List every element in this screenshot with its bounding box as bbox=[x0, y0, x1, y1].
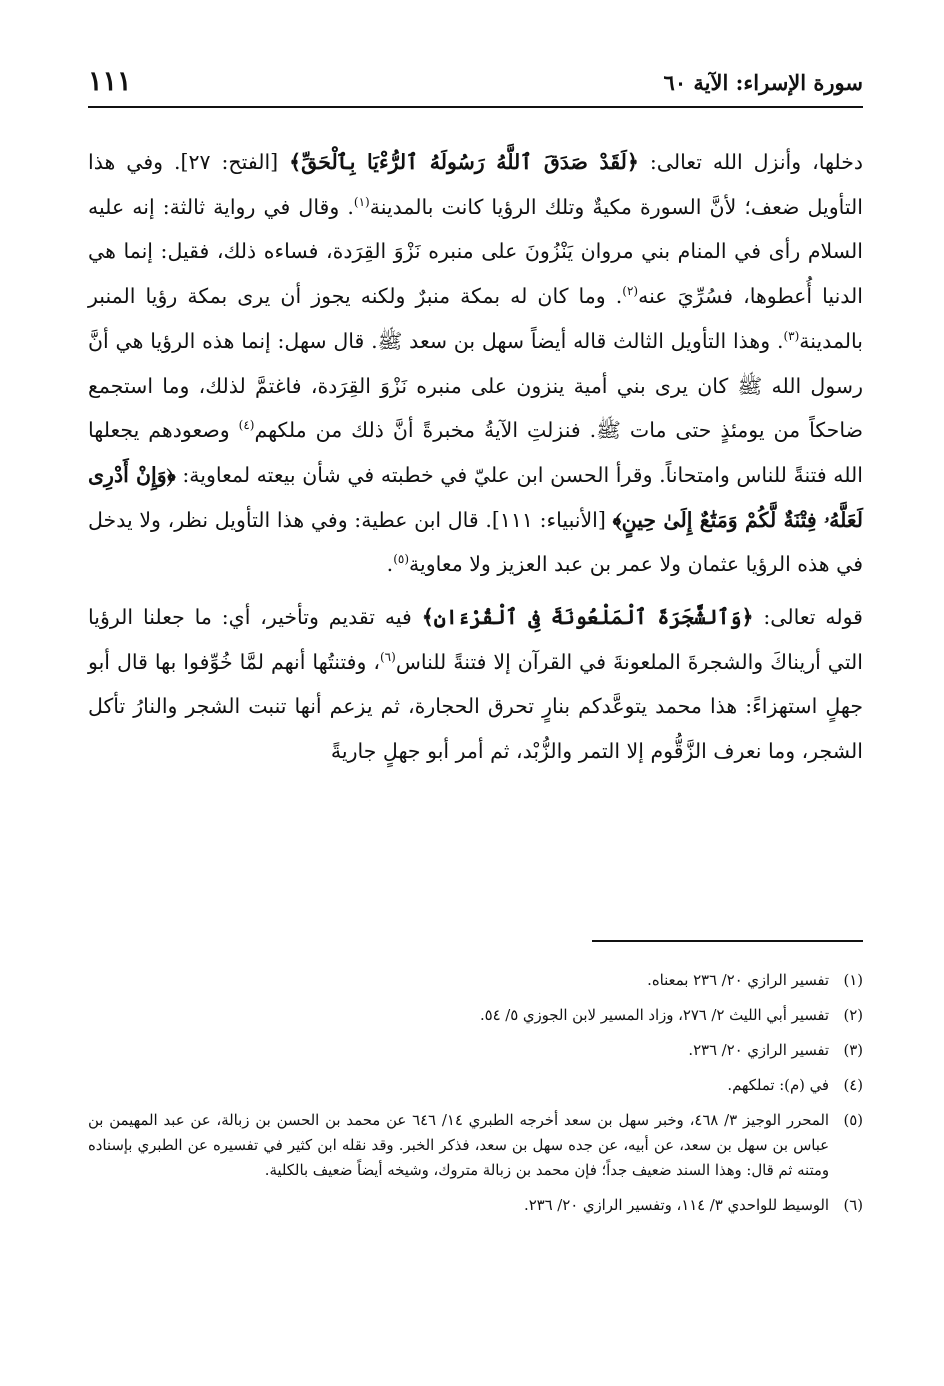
footnote bbox=[88, 1038, 863, 1063]
footnote-text: المحرر الوجيز ٣/ ٤٦٨، وخبر سهل بن سعد أخرجه الطبري ١٤/ ٦٤٦ عن محمد بن الحسن بن زبالة، عن عبد المهيمن بن عباس بن سهل بن سعد، عن أبيه، عن جده سهل بن سعد، فذكر الخبر. وقد نقله ابن كثير في تفسيره عن الطبري بإسناده ومتنه ثم قال: وهذا السند ضعيف جداً؛ فإن محمد بن زبالة متروك، وشيخه أيضاً ضعيف بالكلية. bbox=[88, 1112, 829, 1179]
footnote bbox=[88, 968, 863, 993]
running-title: سورة الإسراء: الآية ٦٠ bbox=[663, 70, 863, 95]
text-run: دخلها، وأنزل الله تعالى: bbox=[638, 150, 863, 174]
footnote-ref: (٢) bbox=[622, 284, 639, 299]
paragraph bbox=[88, 140, 863, 587]
footnote-text: تفسير الرازي ٢٠/ ٢٣٦ بمعناه. bbox=[647, 972, 829, 989]
footnote-ref: (١) bbox=[353, 194, 370, 209]
paragraph bbox=[88, 595, 863, 774]
page-number: ١١١ bbox=[88, 66, 132, 97]
footnote-ref: (٥) bbox=[393, 552, 410, 567]
footnote-ref: (٣) bbox=[783, 328, 800, 343]
footnote-ref: (٦) bbox=[379, 649, 396, 664]
footnote-text: تفسير الرازي ٢٠/ ٢٣٦. bbox=[688, 1042, 829, 1059]
footnote-number: (٤) bbox=[843, 1077, 863, 1094]
footnote-ref: (٤) bbox=[238, 418, 255, 433]
text-run: . وقال في رواية ثالثة: إنه عليه السلام رأى في المنام بني مروان يَنْزُونَ على منبره نَزْوَ القِرَدة، فساءه ذلك، فقيل: إنما هي الدنيا أُعطوها، فسُرِّيَ عنه bbox=[88, 194, 863, 309]
footnote-number: (٦) bbox=[843, 1197, 863, 1214]
text-run: فيه تقديم وتأخير، أي: ما جعلنا الرؤيا التي أريناكَ والشجرةَ الملعونةَ في القرآن إلا فتنةً للناس bbox=[88, 605, 863, 674]
footnote bbox=[88, 1108, 863, 1183]
footnotes bbox=[88, 968, 863, 1228]
footnote-number: (٢) bbox=[843, 1007, 863, 1024]
text-run: قوله تعالى: bbox=[753, 605, 863, 630]
footnote-number: (٣) bbox=[843, 1042, 863, 1059]
text-run: . وهذا التأويل الثالث قاله أيضاً سهل بن سعد ﷺ. قال سهل: إنما هذه الرؤيا هي أنَّ رسول الله ﷺ كان يرى بني أمية ينزون على منبره نَزْوَ القِرَدة، فاغتمَّ لذلك، وما استجمع ضاحكاً من يومئذٍ حتى مات ﷺ. فنزلتِ الآيةُ مخبرةً أنَّ ذلك من ملكهم bbox=[88, 328, 863, 443]
footnote-number: (٥) bbox=[843, 1112, 863, 1129]
text-run: [الفتح: ٢٧]. وفي هذا التأويل ضعف؛ لأنَّ السورة مكيةٌ وتلك الرؤيا كانت بالمدينة bbox=[88, 150, 863, 219]
text-run: . وما كان له بمكة منبرٌ ولكنه يجوز أن يرى بمكة رؤيا المنبر بالمدينة bbox=[88, 284, 863, 353]
quran-verse: ﴿وَإِنْ أَدْرِى لَعَلَّهُۥ فِتْنَةٌ لَّكُمْ وَمَتَٰعٌ إِلَىٰ حِينٍ﴾ bbox=[88, 462, 863, 532]
footnote-number: (١) bbox=[843, 972, 863, 989]
page-header bbox=[88, 66, 863, 104]
footnote-text: في (م): تملكهم. bbox=[727, 1077, 829, 1094]
text-run: وصعودهم يجعلها الله فتنةً للناس وامتحاناً. وقرأ الحسن ابن عليّ في خطبته في شأن بيعته لمعاوية: bbox=[88, 418, 863, 487]
text-run: ، وفتنتُها أنهم لمَّا خُوِّفوا بها قال أبو جهلٍ استهزاءً: هذا محمد يتوعَّدكم بنارٍ تحرق الحجارة، ثم يزعم أنها تنبت الشجر والنارُ تأكل الشجر، وما نعرف الزَّقُّوم إلا التمر والزُّبْد، ثم أمر أبو جهلٍ جاريةً bbox=[88, 649, 863, 764]
text-run: . bbox=[386, 552, 394, 577]
footnote-text: تفسير أبي الليث ٢/ ٢٧٦، وزاد المسير لابن الجوزي ٥/ ٥٤. bbox=[479, 1007, 829, 1024]
header-rule bbox=[88, 106, 863, 108]
text-run: [الأنبياء: ١١١]. قال ابن عطية: وفي هذا التأويل نظر، ولا يدخل في هذه الرؤيا عثمان ولا عمر بن عبد العزيز ولا معاوية bbox=[88, 507, 863, 577]
footnote bbox=[88, 1003, 863, 1028]
quran-verse: ﴿وَٱلشَّجَرَةَ ٱلْمَلْعُونَةَ فِى ٱلْقُرْءَانِ﴾ bbox=[421, 605, 754, 630]
footnote-separator bbox=[592, 940, 863, 942]
footnote bbox=[88, 1073, 863, 1098]
quran-verse: ﴿لَقَدْ صَدَقَ ٱللَّهُ رَسُولَهُ ٱلرُّءْيَا بِٱلْحَقِّ﴾ bbox=[289, 150, 639, 174]
footnote bbox=[88, 1193, 863, 1218]
main-text bbox=[88, 140, 863, 774]
footnote-text: الوسيط للواحدي ٣/ ١١٤، وتفسير الرازي ٢٠/ ٢٣٦. bbox=[523, 1197, 829, 1214]
